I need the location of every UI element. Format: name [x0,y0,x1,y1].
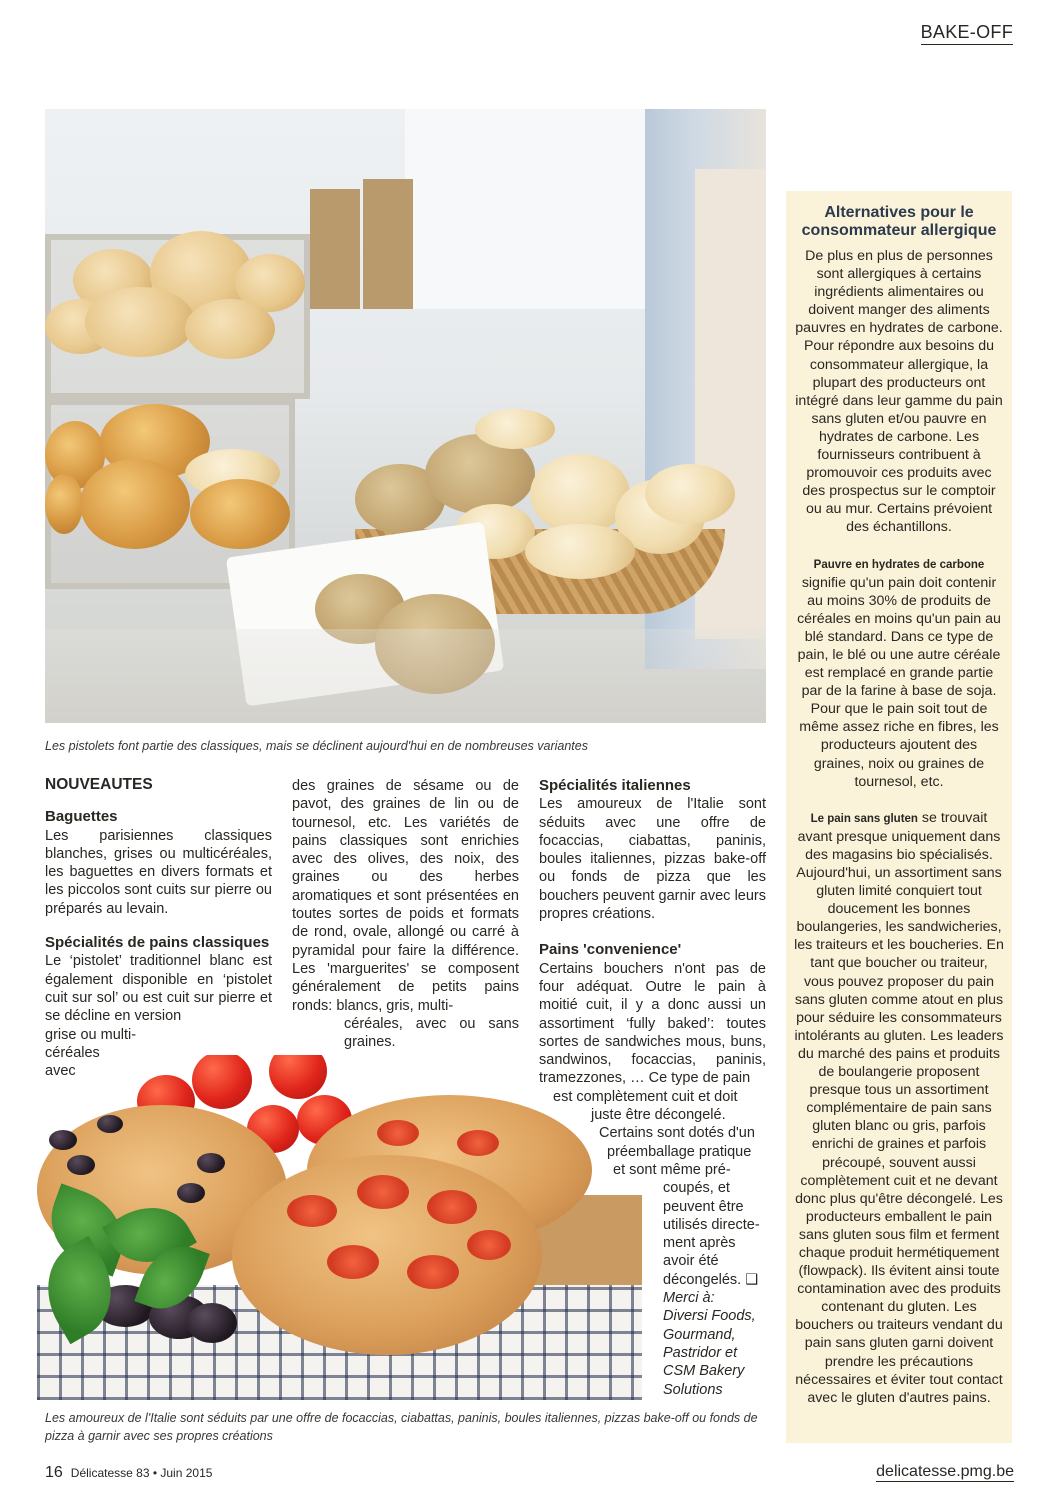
convenience-subheading: Pains 'convenience' [539,941,682,959]
photo-olive [187,1303,237,1343]
focaccia-photo [37,1055,642,1400]
photo-counter [45,629,766,723]
allergy-sidebar [786,191,1012,1443]
photo-tomato-slice [327,1245,379,1279]
wrap-line: avoir été [663,1253,719,1270]
bread-photo-caption: Les pistolets font partie des classiques, mais se déclinent aujourd'hui en de nombreuses variantes [45,739,588,753]
sidebar-intro: De plus en plus de personnes sont allergiques à certains ingrédients alimentaires ou doivent manger des aliments pauvres en hydrates de carbone. Pour répondre aux besoins du consommateur allergique, la plupart des producteurs ont intégré dans leur gamme du pain sans gluten et/ou pauvre en hydrates de carbone. Les fournisseurs contribuent à promouvoir ces produits avec des prospectus sur le comptoir ou au mur. Certains prévoient des échantillons. [795,248,1003,536]
photo-tomato-slice [467,1230,511,1260]
page-number: 16 [45,1464,63,1481]
thanks-line: Solutions [663,1381,723,1398]
photo-bun [85,287,195,357]
photo-bun [185,299,275,359]
footer-folio [45,1464,212,1482]
website-link[interactable]: delicatesse.pmg.be [876,1463,1014,1480]
wrap-line: peuvent être [663,1198,744,1215]
gluten-free-label: Le pain sans gluten [810,812,918,825]
low-carb-text: signifie qu'un pain doit contenir au moins 30% de produits de céréales en moins qu'un pain au blé standard. Dans ce type de pain, le blé ou une autre céréale est remplacé en grande partie par de la farine à base de soja. Pour que le pain soit tout de même assez riche en fibres, les producteurs ajoutent des graines, noix ou graines de tournesol, etc. [797,574,1001,790]
photo-tomato-slice [287,1195,337,1227]
wrap-line: ment après [663,1235,736,1252]
italian-subheading: Spécialités italiennes [539,777,691,794]
article-column-1 [45,776,272,1080]
classic-breads-text: Le ‘pistolet’ traditionnel blanc est également disponible en ‘pistolet cuit sur sol’ ou est cuit sur pierre et se décline en version [45,953,272,1025]
photo-tomato-slice [357,1175,409,1209]
photo-tomato [192,1055,252,1109]
wrap-line: décongelés. ❑ [663,1271,759,1288]
photo-olive [177,1183,205,1203]
photo-tomato-slice [427,1190,477,1224]
thanks-line: Merci à: [663,1290,715,1307]
photo-olive [49,1130,77,1150]
sidebar-gluten-free [786,809,1012,1407]
photo-paper-bag [363,179,413,309]
classic-breads-text: céréales [45,1044,100,1061]
photo-bun [80,459,190,549]
italian-text: Les amoureux de l'Italie sont séduits avec une offre de focaccias, ciabattas, paninis, boules italiennes, pizzas bake-off ou fonds de pizza que les bouchers peuvent garnir avec leurs propres créations. [539,796,766,923]
photo-bun [525,524,635,579]
thanks-line: Pastridor et [663,1344,738,1361]
photo-olive [197,1153,225,1173]
photo-tomato-slice [377,1120,419,1146]
classic-breads-text: grise ou multi- [45,1026,137,1043]
photo-bun [475,409,555,449]
focaccia-photo-caption: Les amoureux de l'Italie sont séduits par une offre de focaccias, ciabattas, paninis, boules italiennes, pizzas bake-off ou fonds de pizza à garnir avec ses propres créations [45,1411,758,1443]
classic-breads-continued: des graines de sésame ou de pavot, des graines de lin ou de tournesol, etc. Les variétés de pains classiques sont enrichies avec des olives, des noix, des graines ou des herbes aromatiques et sont présentées en toutes sortes de poids et formats de rond, ovale, allongé ou carré à pyramidal pour faire la différence. Les 'marguerites' se composent généralement de petits pains ronds: blancs, gris, multi- [292,778,519,1014]
photo-bun [645,464,735,524]
classic-breads-text: avec [45,1063,76,1080]
photo-olive [67,1155,95,1175]
wrap-line: et sont même pré- [613,1161,731,1178]
photo-bun [190,479,290,549]
wrap-line: coupés, et [663,1180,730,1197]
photo-tomato-slice [407,1255,459,1289]
gluten-free-text: se trouvait avant presque uniquement dans des magasins bio spécialisés. Aujourd'hui, un assortiment sans gluten limité conquiert tout doucement les bonnes boulangeries, les sandwicheries, les traiteurs et les boucheries. En tant que boucher ou traiteur, vous pouvez proposer du pain sans gluten comme atout en plus pour séduire les consommateurs intolérants au gluten. Les leaders du marché des pains et produits de boulangerie proposent presque tous un assortiment complémentaire de pain sans gluten blanc ou gris, parfois enrichi de graines et parfois précoupé, souvent aussi complètement cuit et ne devant donc plus qu'être décongelé. Les producteurs emballent le pain sans gluten sous film et ferment chaque produit hermétiquement (flowpack). Ils évitent ainsi toute contamination avec des produits contenant du gluten. Les bouchers ou traiteurs vendant du pain sans gluten garni doivent prendre les précautions nécessaires et éviter tout contact avec le gluten d'autres pains. [794,809,1004,1406]
wrap-line: Certains sont dotés d'un [599,1125,755,1142]
photo-tomato [269,1055,327,1099]
article-heading: NOUVEAUTES [45,776,153,793]
baguettes-text: Les parisiennes classiques blanches, grises ou multicéréales, les baguettes en divers formats et les piccolos sont cuits sur pierre ou préparés au levain. [45,827,272,917]
low-carb-label: Pauvre en hydrates de carbone [813,558,985,571]
sidebar-title: Alternatives pour le consommateur allergique [801,204,997,239]
wrap-line: juste être décongelé. [591,1107,726,1124]
photo-bun [45,474,83,534]
convenience-text: Certains bouchers n'ont pas de four adéquat. Outre le pain à moitié cuit, il y a donc aussi un assortiment ‘fully baked’: toutes sortes de sandwiches mous, buns, sandwinos, focaccias, paninis, tramezzones, … Ce type de pain [539,960,766,1087]
bread-photo [45,109,766,723]
classic-breads-subheading: Spécialités de pains classiques [45,934,270,952]
photo-paper-bag [310,189,360,309]
article-column-2 [292,777,519,1051]
photo-tomato-slice [457,1130,499,1156]
wrap-line: préemballage pratique [607,1143,752,1160]
thanks-line: Gourmand, [663,1326,736,1343]
photo-olive [97,1115,123,1133]
magazine-issue: Délicatesse 83 • Juin 2015 [70,1466,213,1480]
wrap-line: est complètement cuit et doit [553,1088,738,1105]
baguettes-subheading: Baguettes [45,808,118,826]
sidebar-low-carb [786,555,1012,791]
photo-window-backdrop [405,109,665,309]
section-tag: BAKE-OFF [921,22,1013,45]
classic-breads-continued: céréales, avec ou sans graines. [344,1015,519,1051]
wrap-line: utilisés directe- [663,1216,760,1233]
thanks-line: Diversi Foods, [663,1308,756,1325]
thanks-line: CSM Bakery [663,1363,745,1380]
